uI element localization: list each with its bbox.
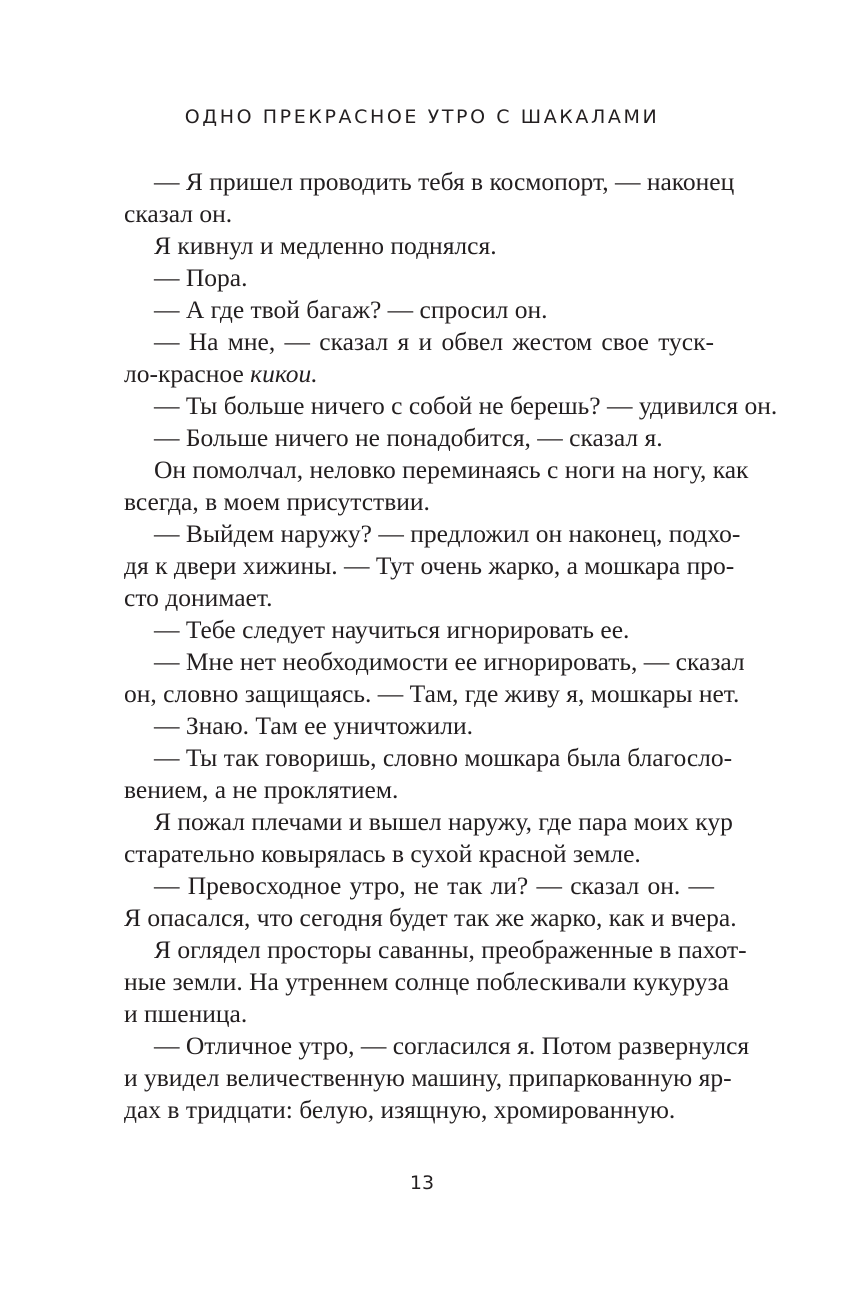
text-line — [94, 358, 714, 390]
text-line: Я кивнул и медленно поднялся. — [154, 231, 497, 260]
book-text — [94, 166, 778, 1126]
paragraph — [94, 518, 741, 614]
paragraph — [94, 294, 714, 326]
page-number: 13 — [409, 1172, 435, 1194]
paragraph — [94, 166, 735, 230]
text-line: — Пора. — [154, 263, 248, 292]
paragraph — [94, 934, 747, 1030]
text-line: сто донимает. — [124, 583, 273, 612]
paragraph — [94, 646, 745, 710]
paragraph — [94, 262, 714, 294]
text-line: ные земли. На утреннем солнце поблескивали кукуруза — [124, 967, 729, 996]
text-line: — Превосходное утро, не так ли? — сказал он. — — [154, 871, 714, 900]
text-line: — Ты больше ничего с собой не берешь? — удивился он. — [154, 391, 778, 420]
paragraph — [94, 806, 733, 870]
text-line: — А где твой багаж? — спросил он. — [154, 295, 548, 324]
text-line: дя к двери хижины. — Тут очень жарко, а мошкара про- — [124, 551, 735, 580]
italic-word: кикои. — [250, 359, 318, 388]
text-line: дах в тридцати: белую, изящную, хромированную. — [124, 1095, 676, 1124]
text-line: старательно ковырялась в сухой красной земле. — [124, 839, 641, 868]
text-line: и увидел величественную машину, припаркованную яр- — [124, 1063, 732, 1092]
text-line: — Я пришел проводить тебя в космопорт, — наконец — [154, 167, 735, 196]
paragraph — [94, 614, 714, 646]
paragraph — [94, 870, 737, 934]
running-head: ОДНО ПРЕКРАСНОЕ УТРО С ШАКАЛАМИ — [184, 106, 660, 128]
paragraph — [94, 742, 733, 806]
text-line: Я пожал плечами и вышел наружу, где пара моих кур — [154, 807, 733, 836]
text-line: — На мне, — сказал я и обвел жестом свое туск- — [154, 327, 714, 356]
text-line: всегда, в моем присутствии. — [124, 487, 430, 516]
paragraph — [94, 454, 749, 518]
text-line: и пшеница. — [124, 999, 248, 1028]
text-line: — Мне нет необходимости ее игнорировать, — сказал — [154, 647, 745, 676]
paragraph — [94, 1030, 750, 1126]
paragraph — [94, 230, 714, 262]
paragraph — [94, 710, 714, 742]
text-line: — Отличное утро, — согласился я. Потом развернулся — [154, 1031, 750, 1060]
paragraph — [94, 422, 714, 454]
text-line: Он помолчал, неловко переминаясь с ноги на ногу, как — [154, 455, 749, 484]
text-line: — Больше ничего не понадобится, — сказал я. — [154, 423, 663, 452]
text-line: сказал он. — [124, 199, 233, 228]
paragraph — [94, 390, 778, 422]
text-fragment: ло-красное — [124, 359, 251, 388]
text-line: Я опасался, что сегодня будет так же жарко, как и вчера. — [124, 903, 737, 932]
text-line: — Ты так говоришь, словно мошкара была благосло- — [154, 743, 733, 772]
text-line: — Выйдем наружу? — предложил он наконец, подхо- — [154, 519, 741, 548]
text-line: он, словно защищаясь. — Там, где живу я, мошкары нет. — [124, 679, 740, 708]
text-line: Я оглядел просторы саванны, преображенные в пахот- — [154, 935, 747, 964]
text-line: — Знаю. Там ее уничтожили. — [154, 711, 473, 740]
text-line: — Тебе следует научиться игнорировать ее. — [154, 615, 630, 644]
text-line: вением, а не проклятием. — [124, 775, 399, 804]
paragraph — [94, 326, 714, 390]
